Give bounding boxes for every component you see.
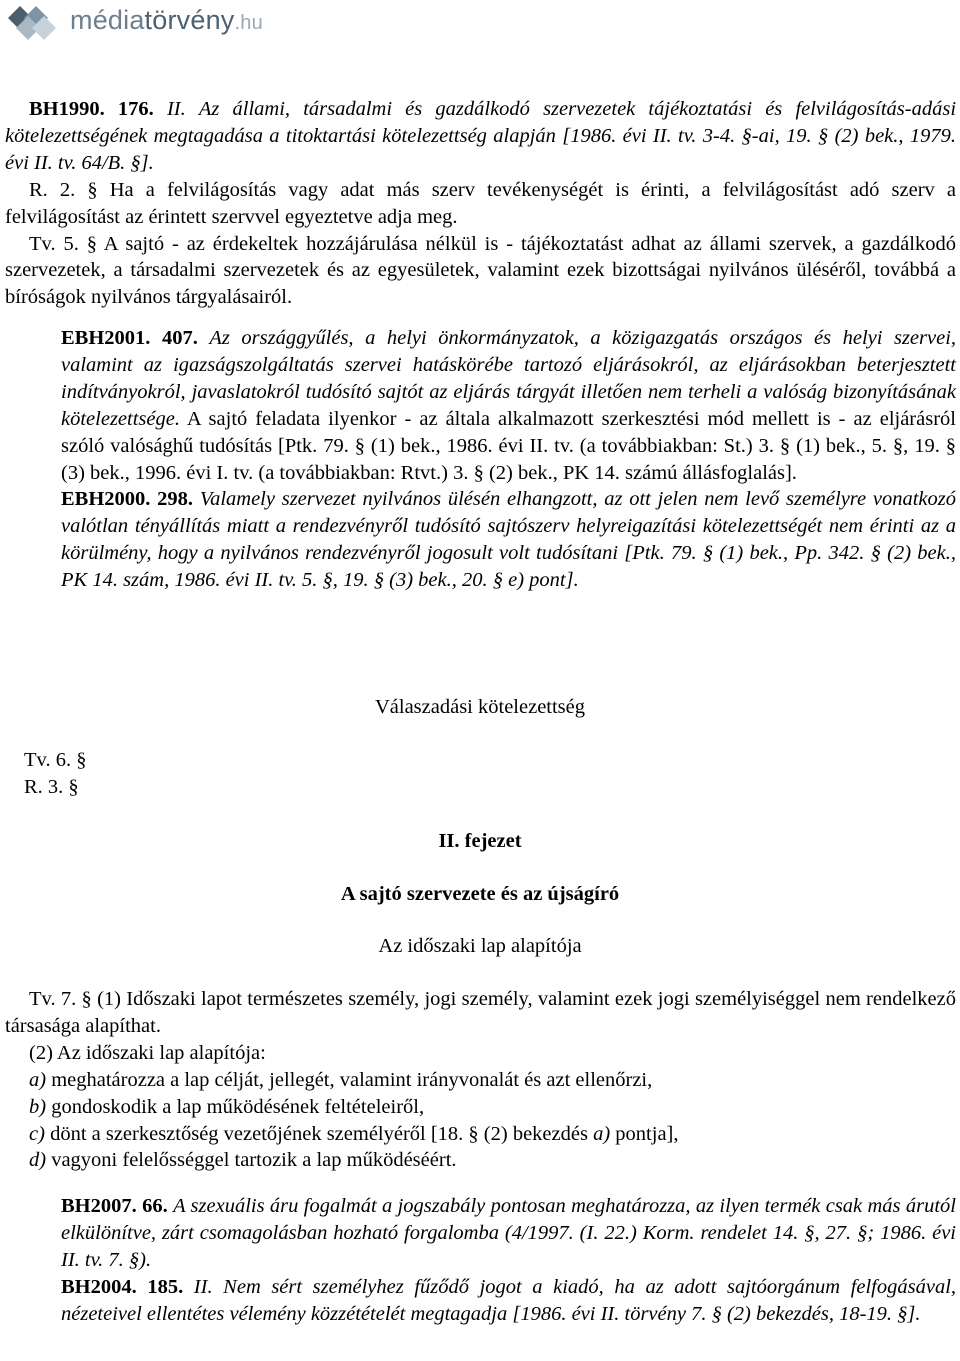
paragraph-bh1990 [5,96,956,177]
diamond-logo-icon [6,2,66,42]
paragraph-ebh2000 [61,486,956,594]
site-logo[interactable] [70,7,263,37]
bh-lower-block [0,1193,956,1328]
paragraph-ebh2001 [61,325,956,486]
section-reference: Tv. 7. § [29,988,92,1010]
chapter-number: II. fejezet [438,830,522,852]
brand-part-hu: .hu [234,12,263,35]
roman-numeral: II. [193,1275,213,1298]
brand-part-torveny: törvény [144,5,235,36]
list-text: vagyoni felelősséggel tartozik a lap működéséért. [51,1149,457,1172]
roman-numeral: II. [166,98,186,120]
list-item [5,1121,956,1148]
section-text: Ha a felvilágosítás vagy adat más szerv tevékenységét is érinti, a felvilágosítást adó szerv a felvilágosítást az érintett szervvel egyeztetve adja meg. [5,178,956,228]
brand-part-media: média [70,5,145,36]
paragraph-bh2004 [61,1274,956,1328]
case-text: A sajtó feladata ilyenkor - az általa alkalmazott szerkesztési mód mellett is - az eljárásról szóló valósághű tudósítás [Ptk. 79. § (1) bek., 1986. évi II. tv. (a továbbiakban: St.) 3. § (1) bek., 5. §, 19. § (3) bek., 1996. évi I. tv. (a továbbiakban: Rtvt.) 3. § (2) bek., PK 14. számú állásfoglalás]. [61,407,956,484]
paragraph-tv7-2: (2) Az időszaki lap alapítója: [29,1041,266,1064]
ebh-text-block [0,325,956,594]
paragraph-r2 [5,177,956,231]
list-text: meghatározza a lap célját, jellegét, valamint irányvonalát és azt ellenőrzi, [51,1068,653,1091]
case-summary: Az országgyűlés, a helyi önkormányzatok, a közigazgatás országos és helyi szervei, valamint az igazságszolgáltatás szervei hatáskörébe tartozó eljárásokról, az eljárásokban beterjesztett indítványokról, javaslatokról tudósító sajtót az eljárás tárgyát illetően nem terheli a valóság bizonyításának kötelezettsége. [61,327,957,430]
case-summary: Nem sért személyhez fűződő jogot a kiadó, ha az adott sajtóorgánum felfogásával, nézeteivel ellentétes vélemény közzétételét megtagadja [1986. évi II. törvény 7. § (2) bekezdés, 18-19. §]. [61,1275,957,1325]
heading-valaszadasi: Válaszadási kötelezettség [374,696,586,718]
paragraph-tv7-1 [5,986,956,1040]
case-reference: BH2007. 66. [61,1195,168,1217]
section-reference: Tv. 5. § [29,232,97,255]
ref-r3: R. 3. § [24,775,79,798]
list-text: dönt a szerkesztőség vezetőjének személyéről [18. § (2) bekezdés [50,1122,588,1145]
list-letter-inline: a) [593,1122,611,1145]
chapter-title: A sajtó szervezete és az újságíró [340,883,620,905]
paragraph-bh2007 [61,1193,956,1274]
list-letter: d) [29,1149,47,1172]
paragraph-tv5 [5,231,956,312]
section-text: A sajtó - az érdekeltek hozzájárulása nélkül is - tájékoztatást adhat az állami szervek, a gazdálkodó szervezetek, a társadalmi szervezetek és az egyesületek, valamint ezek bizottságai nyilvános üléséről, továbbá a bíróságok nyilvános tárgyalásairól. [5,232,956,309]
list-text: gondoskodik a lap működésének feltételeiről, [51,1095,425,1118]
left-references [24,747,86,801]
case-summary: Valamely szervezet nyilvános ülésén elhangzott, az ott jelen nem levő személyre vonatkozó valótlan tényállítás miatt a rendezvényről tudósító sajtószerv helyreigazítási kötelezettségét nem érinti az a körülmény, hogy a nyilvános rendezvényről jogosult volt tudósítani [Ptk. 79. § (1) bek., Pp. 342. § (2) bek., PK 14. szám, 1986. évi II. tv. 5. §, 19. § (3) bek., 20. § e) pont]. [61,488,956,592]
case-reference: EBH2001. 407. [61,327,198,349]
upper-text-block [5,96,956,311]
case-reference: EBH2000. 298. [61,488,194,511]
list-letter: b) [29,1095,47,1118]
case-reference: BH1990. 176. [29,98,154,120]
section-text: (1) Időszaki lapot természetes személy, jogi személy, valamint ezek jogi személyiséggel nem rendelkező társasága alapíthat. [5,988,956,1037]
list-text-cont: pontja], [615,1122,679,1145]
list-item [5,1147,956,1174]
case-reference: BH2004. 185. [61,1275,184,1298]
list-letter: c) [29,1122,45,1145]
list-letter: a) [29,1068,47,1091]
case-summary: A szexuális áru fogalmát a jogszabály pontosan meghatározza, az ilyen termék csak más árutól elkülönítve, zárt csomagolásban hozható forgalomba (4/1997. (I. 22.) Korm. rendelet 14. §, 27. §; 1986. évi II. tv. 7. §). [61,1195,956,1271]
ref-tv6: Tv. 6. § [24,749,87,771]
tv7-block [5,986,956,1174]
section-reference: R. 2. § [29,178,98,201]
list-item [5,1094,956,1121]
site-header [0,0,263,44]
case-summary: Az állami, társadalmi és gazdálkodó szervezetek tájékoztatási és felvilágosítás-adási kötelezettségének megtagadása a titoktartási kötelezettség alapján [1986. évi II. tv. 3-4. §-ai, 19. § (2) bek., 1979. évi II. tv. 64/B. §]. [5,98,957,174]
subheading: Az időszaki lap alapítója [378,935,582,957]
list-item [5,1067,956,1094]
